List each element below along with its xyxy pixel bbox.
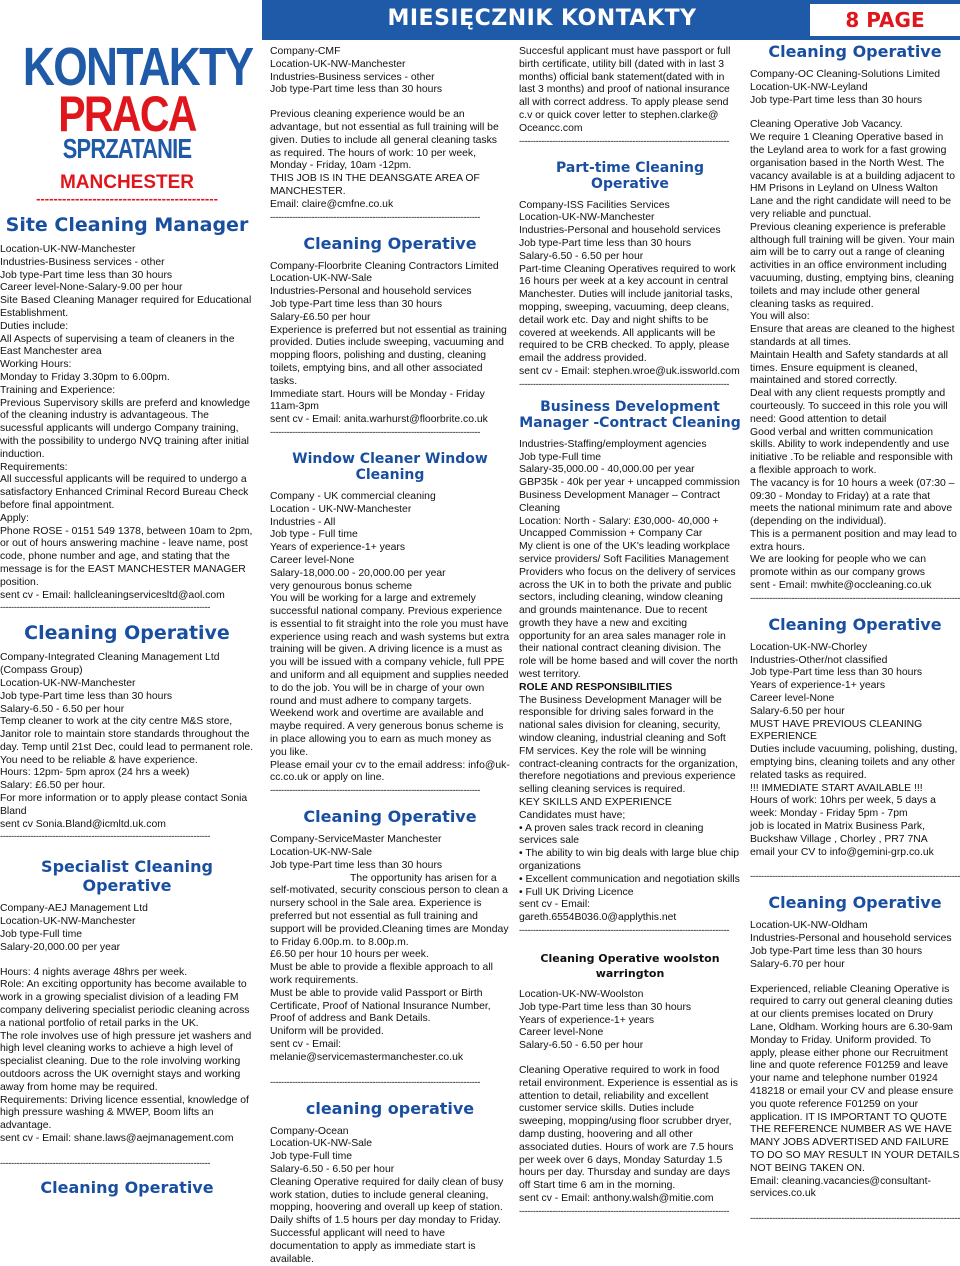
job-line: Duties include vacuuming, polishing, dusting, emptying bins, cleaning toilets and any other related tasks as required. [750,744,958,781]
separator: ---------------------------------------------------------------------------- [270,1076,481,1088]
job-line: Job type-Part time less than 30 hours [519,1001,692,1013]
job-email[interactable]: Email: cleaning.vacancies@consultant-services.co.uk [750,1175,931,1200]
job-line: All Aspects of supervising a team of cleaners in the East Manchester area [0,333,235,358]
job-heading: Cleaning Operative [768,893,942,913]
job-line: The vacancy is for 10 hours a week (07:30 – 09:30 - Monday to Friday) at a rate that meets the national minimum rate and above (depending on the individual). [750,477,955,528]
job-line: Previous cleaning experience would be an advantage, but not essential as full training will be given. Duties to include all general cleaning tasks as required. The hours of work: 10 per week, Monday - Friday, 10am -12pm. [270,109,499,172]
job-body [519,200,741,379]
job-line: Company-OC Cleaning-Solutions Limited [750,69,941,80]
column-2 [270,46,510,1266]
job-line: Career level-None [270,554,355,566]
job-line: Career level-None [750,693,835,705]
job-email[interactable]: email your CV to info@gemini-grp.co.uk [750,846,934,858]
job-email[interactable]: sent - Email: mwhite@occleaning.co.uk [750,580,932,592]
job-line: Cleaning Operative required for daily clean of busy work station, duties to include general cleaning, mopping, hoovering and overall up keep of station. Daily shifts of 1.5 hours per day monday to Friday. Successful applicant will need to have documentation to apply as immediate start is available. [270,1176,504,1265]
job-line: Experienced, reliable Cleaning Operative is required to carry out general cleaning duties at our clients premises located on Drury Lane, Oldham. Working hours are 6.30-9am Monday to Friday. Uniform provided. To apply, please either phone our Recruitment line and quote reference F01259 and leave your name and telephone number 01924 418218 or email your CV and please ensure you quote reference F01259 on your application. IT IS IMPORTANT TO QUOTE THE REFERENCE NUMBER AS WE HAVE MANY JOBS ADVERTISED AND FAILURE TO DO SO MAY RESULT IN YOUR DETAILS NOT BEING TAKEN ON. [750,983,960,1174]
job-line: Job type-Part time less than 30 hours [519,237,692,249]
job-line: very genourous bonus scheme [270,580,413,592]
job-line: Working Hours: [0,359,72,371]
job-line: Deal with any client requests promptly and courteously. To succeed in this role you will need: Good attention to detail [750,388,948,425]
job-heading: Part-time Cleaning Operative [556,159,704,192]
job-line: Business Development Manager – Contract Cleaning [519,489,720,514]
job-line: Industries-Business services - other [0,256,165,268]
job-body [0,903,254,1145]
job-line: THIS JOB IS IN THE DEANSGATE AREA OF MANCHESTER. [270,173,480,197]
job-line: Immediate start. Hours will be Monday - Friday 11am-3pm [270,388,485,413]
job-line: Location-UK-NW-Sale [270,273,373,285]
job-line: Industries-Staffing/employment agencies [519,438,707,450]
job-line: Industries-Business services - other [270,71,435,83]
job-body [270,261,510,427]
job-line: Salary: £6.50 per hour. [0,780,106,792]
job-line: Good verbal and written communication skills. Ability to work independently and use initiative .To be reliable and responsible with a flexible approach to work. [750,426,953,476]
masthead-praca: PRACA [58,86,196,142]
job-line: The opportunity has arisen for a [350,872,497,884]
job-body [519,46,741,136]
job-body [270,1126,510,1266]
job-heading: Site Cleaning Manager [5,214,249,236]
job-line: Uniform will be provided. [270,1026,384,1038]
job-line: You need to be reliable & have experience. [0,754,198,766]
job-line: Job type-Part time less than 30 hours [750,946,923,958]
job-line: • A proven sales track record in cleaning services sale [519,822,704,847]
job-line: Duties include: [0,320,69,332]
job-line: Hours: 12pm- 5pm aprox (24 hrs a week) [0,767,190,779]
job-line: Job type-Full time [519,451,601,463]
job-heading: Cleaning Operative [24,622,230,645]
job-line: Apply: [0,512,29,524]
job-line: Cleaning Operative required to work in food retail environment. Experience is essential as is attention to detail, reliability and excellent customer service skills. Duties include sweeping, mopping/using floor scrubber dryer, damp dusting, hoovering and all other associated duties. Hours of work are 7.5 hours per week over 6 days, Monday Saturday 1.5 hours per day. Thursday and sunday are days off Start time 6 am in the morning. [519,1065,738,1192]
job-line: Company-CMF [270,46,341,57]
job-line: Salary-35,000.00 - 40,000.00 per year [519,464,695,476]
separator: ---------------------------------------------------------------------------- [270,426,481,438]
job-email[interactable]: sent cv - Email: hallcleaningservicesltd@aol.com [0,589,225,601]
job-line: MUST HAVE PREVIOUS CLEANING EXPERIENCE [750,718,923,743]
job-line: Years of experience-1+ years [270,542,406,554]
job-line: Company-AEJ Management Ltd [0,903,148,915]
job-line: KEY SKILLS AND EXPERIENCE [519,797,672,809]
column-1 [0,0,254,1205]
job-line: My client is one of the UK's leading workplace service providers/ Soft Facilities Management Providers who focus on the delivery of services across the UK in to both the private and public sectors, including cleaning, window cleaning and grounds maintenance. Due to recent growth they have a new and exciting opportunity for an area sales manager role in their national contract cleaning division. The role will be home based and will cover the north west territory. [519,541,738,681]
job-line: Previous cleaning experience is preferable although full training will be given. Your main aim will be to carry out a range of cleaning activities in an office environment including vacuuming, dusting, emptying bins, cleaning toilets and may include other general cleaning tasks as required. [750,221,955,310]
job-line: • Full UK Driving Licence [519,886,634,898]
job-line: Hours of work: 10hrs per week, 5 days a week: Monday - Friday 5pm - 7pm [750,795,936,820]
job-heading: Cleaning Operative woolston warrington [540,952,720,981]
job-email[interactable]: sent cv - Email: stephen.wroe@uk.issworld.com [519,365,740,377]
job-body [270,46,510,212]
job-line: Company-ServiceMaster Manchester [270,834,442,846]
job-line: Company-Ocean [270,1125,349,1137]
job-email[interactable]: sent cv - Email: shane.laws@aejmanagement.com [0,1133,234,1145]
job-email[interactable]: Please email your cv to the email address: info@uk-cc.co.uk or apply on line. [270,759,510,784]
separator: ---------------------------------------------------------------------------- [519,378,730,390]
job-line: You will be working for a large and extremely successful national company. Previous experience is essential to fit straight into the role you must have experience using reach and wash systems but extra training will be given. A driving licence is a must as you will be issued with a company vehicle, full PPE and uniform and all equipment and supplies needed to do the job. You will be in charge of your own round and must adhere to company targets. Weekend work and overtime are available and maybe required. A very generous bonus scheme is in place allowing you to earn as much money as you like. [270,593,510,758]
job-line: Job type-Part time less than 30 hours [750,667,923,679]
job-heading: cleaning operative [305,1098,475,1118]
job-email[interactable]: sent cv - Email: gareth.6554B036.0@applythis.net [519,899,677,924]
masthead [0,0,254,204]
job-line: Industries-Personal and household services [750,933,952,945]
job-line: Requirements: [0,461,68,473]
job-line: Location-UK-NW-Sale [270,847,373,859]
job-line: Experience is preferred but not essential as training provided. Duties include sweeping, vacuuming and mopping floors, polishing and dusting, cleaning toilets, emptying bins, and all other associated tasks. [270,324,507,387]
separator: ---------------------------------------------------------------------------- [270,211,481,223]
job-line: Salary-£6.50 per hour [270,311,371,323]
job-heading: Cleaning Operative [303,807,477,827]
job-line: Industries - All [270,516,336,528]
job-line: Salary-6.50 - 6.50 per hour [0,703,125,715]
job-email[interactable]: sent cv Sonia.Bland@icmltd.uk.com [0,818,166,830]
job-line: Career level-None-Salary-9.00 per hour [0,282,183,294]
job-line: Company-ISS Facilities Services [519,199,670,211]
separator: ---------------------------------------------------------------------------- [750,592,960,604]
job-line: Candidates must have; [519,809,626,821]
job-line: sent cv - Email: [270,1039,342,1050]
job-line: Job type-Full time [0,929,82,941]
separator: ---------------------------------------------------------------------------- [0,831,211,843]
job-line: Salary-6.70 per hour [750,958,845,970]
job-line: The role involves use of high pressure jet washers and high level cleaning works to achieve a high level of specialist cleaning. Due to the role involving working outdoors across the UK overnight stays and working away from home may be required. [0,1030,252,1093]
publication-title: MIESIĘCZNIK KONTAKTY [387,6,697,31]
job-line: Training and Experience: [0,384,116,396]
job-body [519,439,741,925]
job-line: Location-UK-NW-Oldham [750,920,868,932]
job-line: Location-UK-NW-Manchester [0,244,136,255]
separator: ---------------------------------------------------------------------------- [270,785,481,797]
separator: ---------------------------------------------------------------------------- [519,1205,730,1217]
column-4 [750,40,960,1225]
job-line: Job type-Part time less than 30 hours [270,298,443,310]
job-line: Job type-Part time less than 30 hours [270,859,443,871]
job-line: Years of experience-1+ years [750,680,886,692]
separator: ---------------------------------------------------------------------------- [519,925,730,937]
job-line: Salary-18,000.00 - 20,000.00 per year [270,567,446,579]
job-line: For more information or to apply please contact Sonia Bland [0,793,248,817]
separator: ---------------------------------------------------------------------------- [0,602,211,614]
job-line: Industries-Other/not classified [750,654,888,666]
separator: ---------------------------------------------------------------------------- [0,1157,211,1169]
masthead-rule: ------------------------------------------ [36,194,218,204]
job-line: Location: North - Salary: £30,000- 40,000 + Uncapped Commission + Company Car [519,515,719,540]
job-line: Succesful applicant must have passport or full birth certificate, utility bill (dated with in last 3 months) official bank statement(dated with in last 3 months) and proof of national insurance all with correct address. To apply please send c.v or quick cover letter to stephen.clarke@ Oceancc.com [519,46,731,134]
job-line: We require 1 Cleaning Operative based in the Leyland area to work for a fast growing organisation based in the North West. The vacancy available is at a building adjacent to HM Prisons in Leyland on Ulness Walton Lane and the right candidate will need to be very reliable and punctual. [750,132,956,220]
job-line: The Business Development Manager will be responsible for driving sales forward in the national sales division for cleaning, security, window cleaning, industrial cleaning and Soft FM services. Key the role will be winning contract-cleaning contracts for the organization, therefore negotiations and previous experience selling cleaning services is required. [519,694,738,796]
job-line: Maintain Health and Safety standards at all times. Ensure equipment is cleaned, maintained and stored correctly. [750,349,949,387]
job-line: Part-time Cleaning Operatives required to work 16 hours per week at a key account in central Manchester. Duties will include janitorial tasks, mopping, sweeping, vacuuming, deep cleans, detail work etc. Day and night shifts to be covered at weekends. All applicants will be required to be CRB checked. To apply, please email the address provided. [519,263,736,365]
job-line: Salary-6.50 per hour [750,705,845,717]
job-line: Salary-6.50 - 6.50 per hour [270,1163,395,1175]
job-line: self-motivated, security conscious person to clean a nursery school in the Sale area. Experience is preferred but not essential as full training and support will be provided.Cleaning times are Monday to Friday 6.00p.m. to 8.00p.m. [270,885,509,948]
job-line: Ensure that areas are cleaned to the highest standards at all times. [750,324,955,348]
job-line: Location-UK-NW-Woolston [519,989,644,1001]
masthead-kontakty: KONTAKTY [22,37,253,97]
job-heading: Business Development Manager -Contract Cleaning [519,398,741,431]
job-line: Job type-Full time [270,1151,352,1163]
job-email[interactable]: sent cv - Email: anita.warhurst@floorbrite.co.uk [270,414,488,426]
job-line: • The ability to win big deals with large blue chip organizations [519,848,740,873]
job-line: Temp cleaner to work at the city centre M&S store, Janitor role to maintain store standards throughout the day. Temp until 21st Dec, could lead to permanent role. [0,716,254,753]
job-body [270,491,510,785]
job-line: Location-UK-NW-Manchester [519,212,655,224]
job-line: Location-UK-NW-Manchester [0,677,136,689]
job-line: Industries-Personal and household services [270,286,472,298]
job-heading: Cleaning Operative [40,1177,214,1197]
job-line: Salary-6.50 - 6.50 per hour [519,250,644,262]
job-line: Job type-Part time less than 30 hours [270,84,443,96]
job-line: Hours: 4 nights average 48hrs per week. [0,966,188,978]
job-heading: Cleaning Operative [768,614,942,634]
job-line: !!! IMMEDIATE START AVAILABLE !!! [750,782,923,794]
separator: ---------------------------------------------------------------------------- [519,135,730,147]
job-line: You will also: [750,311,810,323]
masthead-city: MANCHESTER [59,172,195,193]
job-heading: Cleaning Operative [303,233,477,253]
job-line: Location-UK-NW-Sale [270,1138,373,1150]
job-line: £6.50 per hour 10 hours per week. [270,949,429,961]
separator: ---------------------------------------------------------------------------- [750,1213,960,1225]
job-line: Site Based Cleaning Manager required for Educational Establishment. [0,295,252,319]
job-heading: Cleaning Operative [768,42,942,61]
job-line: job is located in Matrix Business Park, Buckshaw Village , Chorley , PR7 7NA [750,821,928,845]
job-line: Job type - Full time [270,529,358,541]
separator: ---------------------------------------------------------------------------- [750,871,960,883]
page-number: 8 PAGE [810,4,960,36]
job-line: Previous Supervisory skills are preferd and knowledge of the cleaning industry is advantageous. The sucessful applicants will undergo Company training, with the possibility to undergo NVQ training after initial induction. [0,397,251,460]
job-line: Must be able to provide valid Passport or Birth Certificate, Proof of National Insurance Number, Proof of address and Bank Details. [270,987,491,1025]
job-line: Location-UK-NW-Chorley [750,641,868,653]
job-line: Cleaning Operative Job Vacancy. [750,119,903,131]
job-line: Company-Integrated Cleaning Management Ltd (Compass Group) [0,652,220,677]
job-email[interactable]: melanie@servicemastermanchester.co.uk [270,1051,464,1063]
masthead-sprzatanie: SPRZATANIE [62,133,192,164]
top-banner [262,0,960,40]
job-line: Requirements: Driving licence essential, knowledge of high pressure washing & MWEP, Boom lifts an advantage. [0,1094,249,1132]
job-line: Must be able to provide a flexible approach to all work requirements. [270,962,493,987]
job-line: This is a permanent position and may lead to extra hours. [750,528,957,553]
job-body [519,989,741,1206]
job-line: Location-UK-NW-Leyland [750,81,868,93]
job-body [750,642,960,860]
job-line: Years of experience-1+ years [519,1014,655,1026]
job-line: Job type-Part time less than 30 hours [750,94,923,106]
job-body [750,920,960,1201]
job-line: Salary-20,000.00 per year [0,941,121,953]
job-body [270,834,510,1064]
job-email[interactable]: sent cv - Email: anthony.walsh@mitie.com [519,1192,714,1204]
job-heading: Specialist Cleaning Operative [41,857,213,896]
job-line: • Excellent communication and negotiation skills [519,873,740,885]
job-body [750,69,960,593]
job-line: Salary-6.50 - 6.50 per hour [519,1040,644,1052]
job-line: Job type-Part time less than 30 hours [0,690,173,702]
job-body [0,652,254,831]
job-heading: Window Cleaner Window Cleaning [292,450,488,483]
job-line: We are looking for people who we can promote within as our company grows [750,554,926,579]
job-email[interactable]: Email: claire@cmfne.co.uk [270,198,394,210]
job-line: Company - UK commercial cleaning [270,490,436,502]
job-line: Monday to Friday 3.30pm to 6.00pm. [0,371,170,383]
column-3 [519,46,741,1218]
job-line: All successful applicants will be required to undergo a satisfactory Enhanced Criminal Record Bureau Check before final appointment. [0,474,249,511]
job-line: Role: An exciting opportunity has become available to work in a growing specialist division of a leading FM company delivering specialist periodic cleaning across a national portfolio of retail parks in the UK. [0,979,250,1029]
job-subheading: ROLE AND RESPONSIBILITIES [519,681,673,693]
job-line: Career level-None [519,1027,604,1039]
job-line: Company-Floorbrite Cleaning Contractors Limited [270,260,499,272]
job-line: Location-UK-NW-Manchester [270,58,406,70]
job-line: Location - UK-NW-Manchester [270,503,412,515]
job-line: Job type-Part time less than 30 hours [0,269,173,281]
job-line: Location-UK-NW-Manchester [0,916,136,928]
job-line: Industries-Personal and household services [519,225,721,237]
job-body [0,244,254,602]
job-line: GBP35k - 40k per year + uncapped commission [519,477,740,489]
job-line: Phone ROSE - 0151 549 1378, between 10am to 2pm, or out of hours answering machine - leave name, post code, phone number and age, and stating that the message is for the EAST MANCHESTER MANAGER position. [0,525,253,588]
